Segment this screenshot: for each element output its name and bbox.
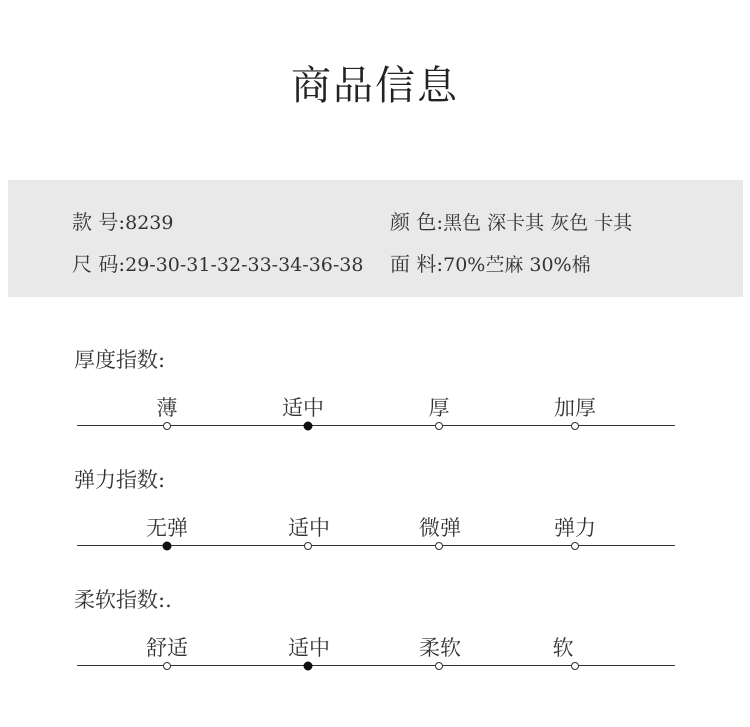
color-row: [390, 206, 632, 235]
elasticity-option-label: 弹力: [554, 516, 596, 540]
product-info-box: [8, 180, 743, 297]
softness-index-label: 柔软指数:.: [74, 588, 172, 612]
size-label: 尺 码:: [72, 252, 126, 276]
elasticity-option-dot: [571, 542, 579, 550]
thickness-option-dot: [163, 422, 171, 430]
softness-option-dot: [304, 662, 313, 671]
thickness-option-label: 加厚: [554, 396, 596, 420]
softness-option-label: 适中: [288, 636, 330, 660]
elasticity-option-label: 适中: [288, 516, 330, 540]
elasticity-option-label: 微弹: [419, 516, 461, 540]
elasticity-index-label: 弹力指数:: [74, 468, 166, 492]
style-number-value: 8239: [125, 212, 174, 234]
color-value: 黑色 深卡其 灰色 卡其: [443, 212, 633, 234]
style-number-label: 款 号:: [72, 210, 126, 234]
style-number-row: [72, 206, 173, 235]
size-value: 29-30-31-32-33-34-36-38: [125, 254, 364, 276]
page-title: 商品信息: [291, 63, 459, 109]
softness-option-label: 舒适: [146, 636, 188, 660]
color-label: 颜 色:: [390, 210, 444, 234]
thickness-option-label: 厚: [428, 396, 450, 420]
thickness-option-dot: [571, 422, 579, 430]
size-row: [72, 248, 363, 277]
elasticity-option-dot: [163, 542, 172, 551]
elasticity-option-label: 无弹: [146, 516, 188, 540]
softness-option-dot: [163, 662, 171, 670]
elasticity-option-dot: [304, 542, 312, 550]
thickness-index-label: 厚度指数:: [74, 348, 166, 372]
softness-option-label: 柔软: [419, 636, 461, 660]
thickness-option-label: 适中: [282, 396, 324, 420]
thickness-option-dot: [304, 422, 313, 431]
softness-option-dot: [571, 662, 579, 670]
fabric-row: [390, 248, 591, 277]
thickness-option-label: 薄: [156, 396, 178, 420]
thickness-option-dot: [435, 422, 443, 430]
fabric-label: 面 料:: [390, 252, 444, 276]
fabric-value: 70%苎麻 30%棉: [443, 254, 591, 276]
softness-option-label: 软: [552, 636, 574, 660]
elasticity-option-dot: [435, 542, 443, 550]
softness-option-dot: [435, 662, 443, 670]
